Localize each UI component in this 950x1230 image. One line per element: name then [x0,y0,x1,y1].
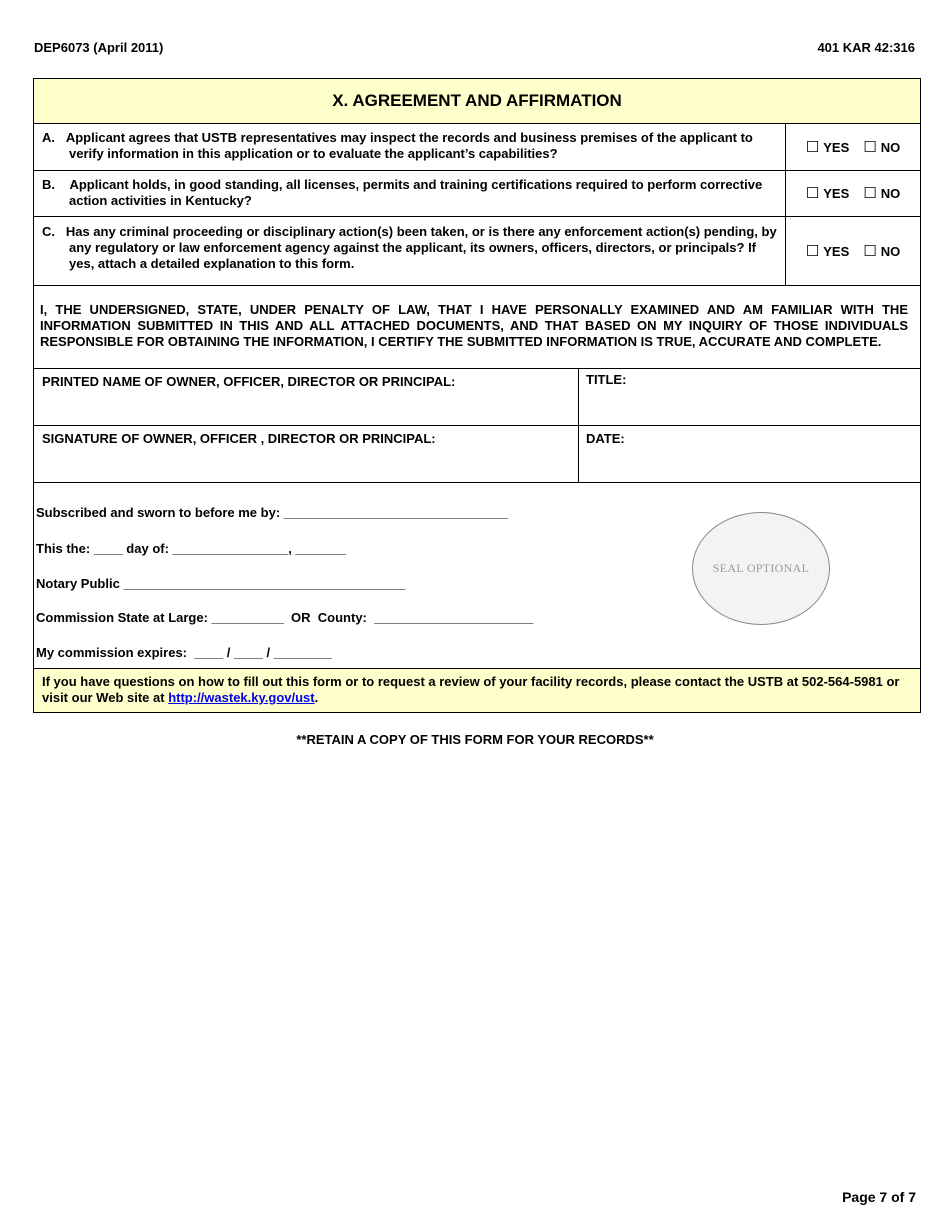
agreement-form [33,78,921,713]
date-field[interactable] [579,426,920,482]
notary-section [34,483,920,669]
no-label: NO [880,243,901,259]
printed-name-label: PRINTED NAME OF OWNER, OFFICER, DIRECTOR OR PRINCIPAL: [42,374,456,389]
question-row-b [34,171,920,217]
no-label: NO [880,186,901,201]
checkbox-icon[interactable]: ☐ [863,138,877,156]
answer-b [786,171,920,216]
question-b [34,171,786,216]
yes-option[interactable] [806,244,849,259]
page-number: Page 7 of 7 [842,1189,916,1205]
question-row-a [34,124,920,171]
question-row-c [34,217,920,286]
date-label: DATE: [586,431,625,446]
checkbox-icon[interactable]: ☐ [863,242,877,260]
question-letter: C. [42,224,55,239]
certification-statement: I, THE UNDERSIGNED, STATE, UNDER PENALTY OF LAW, THAT I HAVE PERSONALLY EXAMINED AND AM FAMILIAR WITH THE INFORMATION SUBMITTED IN THIS AND ALL ATTACHED DOCUMENTS, AND THAT BASED ON MY INQUIRY OF THOSE INDIVIDUALS RESPONSIBLE FOR OBTAINING THE INFORMATION, I CERTIFY THE SUBMITTED INFORMATION IS TRUE, ACCURATE AND COMPLETE. [34,286,920,369]
question-c [34,217,786,285]
contact-suffix: . [314,690,319,705]
question-letter: B. [42,177,55,192]
answer-a [786,124,920,170]
retain-notice: **RETAIN A COPY OF THIS FORM FOR YOUR RECORDS** [296,732,654,747]
question-text: Applicant holds, in good standing, all licenses, permits and training certifications required to perform corrective action activities in Kentucky? [69,177,763,208]
commission-line[interactable]: Commission State at Large: __________ OR County: ______________________ [36,610,534,625]
contact-info [34,669,920,712]
checkbox-icon[interactable]: ☐ [805,185,820,202]
section-title: X. AGREEMENT AND AFFIRMATION [34,79,920,124]
title-label: TITLE: [586,372,627,387]
checkbox-icon[interactable]: ☐ [805,242,820,260]
contact-text: If you have questions on how to fill out this form or to request a review of your facility records, please contact the USTB at 502-564-5981 or visit our Web site at [42,674,900,705]
checkbox-icon[interactable]: ☐ [863,185,877,202]
question-a [34,124,786,170]
yes-option[interactable] [806,186,849,201]
printed-name-field[interactable] [34,369,579,425]
no-option[interactable] [863,244,900,259]
question-text: Has any criminal proceeding or disciplinary action(s) been taken, or is there any enforcement action(s) pending, by any regulatory or law enforcement agency against the applicant, its owners, officers, directors, or principals? If yes, attach a detailed explanation to this form. [65,224,777,271]
no-label: NO [880,139,901,155]
signature-label: SIGNATURE OF OWNER, OFFICER , DIRECTOR OR PRINCIPAL: [42,431,436,446]
seal-placeholder [692,512,830,625]
signature-row [34,426,920,483]
regulation-id: 401 KAR 42:316 [817,40,915,55]
printed-name-row [34,369,920,426]
website-link[interactable]: http://wastek.ky.gov/ust [168,690,315,705]
no-option[interactable] [863,186,900,201]
question-letter: A. [42,130,55,145]
question-text: Applicant agrees that USTB representatives may inspect the records and business premises of the applicant to verify information in this application or to evaluate the applicant’s capabilities? [65,130,753,161]
notary-public-line[interactable]: Notary Public _______________________________________ [36,576,406,591]
expires-line[interactable]: My commission expires: ____ / ____ / ________ [36,645,332,660]
day-line[interactable]: This the: ____ day of: ________________, _______ [36,541,347,556]
yes-label: YES [823,186,850,201]
title-field[interactable] [579,369,920,425]
form-id: DEP6073 (April 2011) [34,40,164,55]
yes-label: YES [823,139,850,155]
seal-text: SEAL OPTIONAL [712,561,810,575]
yes-label: YES [823,243,850,259]
checkbox-icon[interactable]: ☐ [805,138,820,156]
yes-option[interactable] [806,140,849,155]
signature-field[interactable] [34,426,579,482]
answer-c [786,217,920,285]
no-option[interactable] [863,140,900,155]
sworn-line[interactable]: Subscribed and sworn to before me by: _______________________________ [36,505,508,520]
